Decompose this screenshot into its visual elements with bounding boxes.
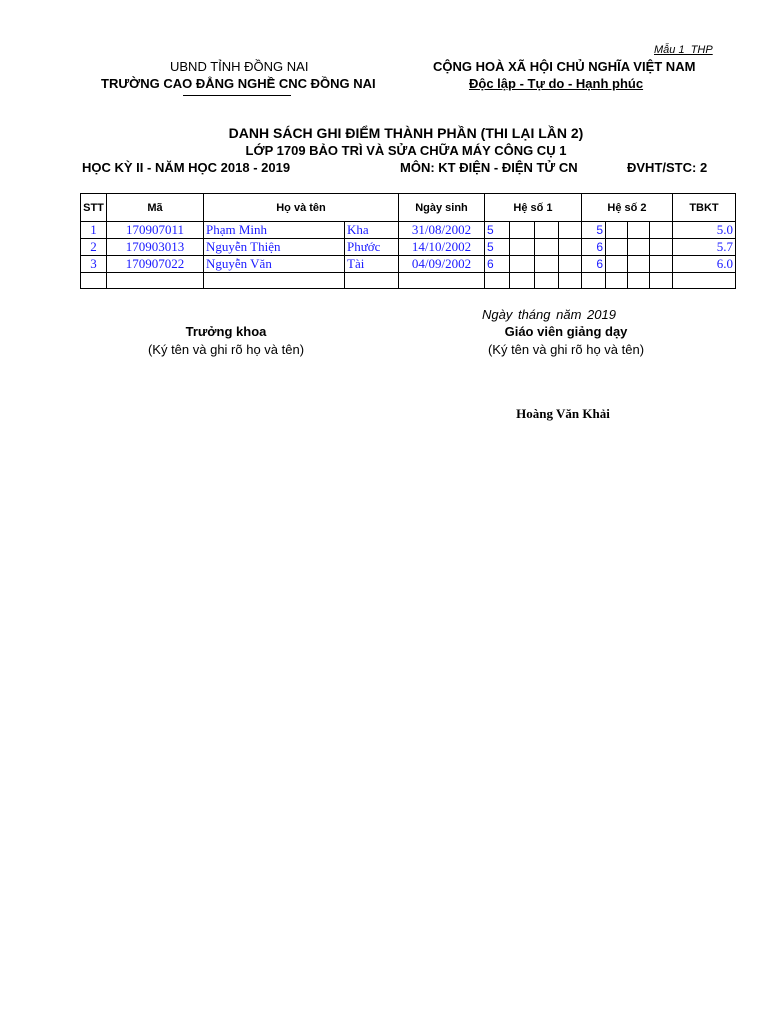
- cell-empty: [510, 222, 535, 239]
- cell-ten: Phước: [345, 239, 399, 256]
- cell-empty: [628, 239, 650, 256]
- table-row: [81, 222, 736, 239]
- cell-ho: Nguyễn Thiện: [204, 239, 345, 256]
- cell-empty: [650, 222, 673, 239]
- teacher-name: Hoàng Văn Khải: [516, 406, 610, 421]
- table-header-row: [81, 194, 736, 222]
- cell-tbkt: 5.0: [673, 222, 736, 239]
- cell-empty: [559, 222, 582, 239]
- header-ho-ten: Họ và tên: [204, 194, 399, 222]
- table-row: [81, 256, 736, 273]
- cell-empty: [81, 273, 107, 289]
- header-tbkt: TBKT: [673, 194, 736, 222]
- cell-hs2: 6: [582, 239, 606, 256]
- cell-stt: 1: [81, 222, 107, 239]
- cell-ten: Tài: [345, 256, 399, 273]
- issuer-school: TRƯỜNG CAO ĐẲNG NGHỀ CNC ĐỒNG NAI: [101, 76, 376, 91]
- header-ngay-sinh: Ngày sinh: [399, 194, 485, 222]
- cell-empty: [606, 256, 628, 273]
- cell-tbkt: 6.0: [673, 256, 736, 273]
- cell-empty: [485, 273, 510, 289]
- cell-empty: [510, 256, 535, 273]
- cell-stt: 2: [81, 239, 107, 256]
- cell-empty: [510, 273, 535, 289]
- cell-empty: [559, 273, 582, 289]
- cell-empty: [399, 273, 485, 289]
- cell-ngay-sinh: 04/09/2002: [399, 256, 485, 273]
- cell-empty: [510, 239, 535, 256]
- cell-ma: 170903013: [107, 239, 204, 256]
- cell-empty: [345, 273, 399, 289]
- cell-empty: [535, 222, 559, 239]
- cell-empty: [204, 273, 345, 289]
- cell-hs1: 5: [485, 222, 510, 239]
- form-number: Mẫu 1_THP: [654, 44, 713, 56]
- cell-empty: [673, 273, 736, 289]
- national-motto: Độc lập - Tự do - Hạnh phúc: [469, 76, 644, 91]
- table-row: [81, 239, 736, 256]
- teacher-title: Giáo viên giảng dạy: [504, 324, 628, 339]
- cell-tbkt: 5.7: [673, 239, 736, 256]
- cell-empty: [535, 239, 559, 256]
- header-he-so-1: Hệ số 1: [485, 194, 582, 222]
- cell-empty: [107, 273, 204, 289]
- cell-empty: [628, 273, 650, 289]
- cell-empty: [535, 273, 559, 289]
- credit-count: ĐVHT/STC: 2: [627, 160, 708, 175]
- cell-hs1: 6: [485, 256, 510, 273]
- issuer-authority: UBND TỈNH ĐỒNG NAI: [170, 59, 309, 74]
- class-subtitle: LỚP 1709 BẢO TRÌ VÀ SỬA CHỮA MÁY CÔNG CỤ 1: [245, 143, 567, 158]
- grades-table: [80, 193, 736, 289]
- cell-ten: Kha: [345, 222, 399, 239]
- cell-empty: [650, 239, 673, 256]
- cell-empty: [559, 256, 582, 273]
- cell-empty: [628, 256, 650, 273]
- cell-empty: [582, 273, 606, 289]
- issuer-underline: [183, 95, 291, 96]
- cell-empty: [606, 222, 628, 239]
- document-title: DANH SÁCH GHI ĐIỂM THÀNH PHẦN (THI LẠI LẦN 2): [228, 125, 584, 141]
- cell-ngay-sinh: 14/10/2002: [399, 239, 485, 256]
- signature-date: Ngày tháng năm 2019: [482, 307, 616, 322]
- cell-hs1: 5: [485, 239, 510, 256]
- cell-empty: [606, 273, 628, 289]
- dean-title: Trưởng khoa: [185, 324, 267, 339]
- cell-hs2: 5: [582, 222, 606, 239]
- cell-ngay-sinh: 31/08/2002: [399, 222, 485, 239]
- header-he-so-2: Hệ số 2: [582, 194, 673, 222]
- header-ma: Mã: [107, 194, 204, 222]
- cell-ma: 170907022: [107, 256, 204, 273]
- cell-ho: Nguyễn Văn: [204, 256, 345, 273]
- subject-name: MÔN: KT ĐIỆN - ĐIỆN TỬ CN: [400, 160, 578, 175]
- cell-ho: Phạm Minh: [204, 222, 345, 239]
- cell-stt: 3: [81, 256, 107, 273]
- table-row-empty: [81, 273, 736, 289]
- cell-empty: [650, 256, 673, 273]
- cell-empty: [628, 222, 650, 239]
- school-term: HỌC KỲ II - NĂM HỌC 2018 - 2019: [82, 160, 291, 175]
- teacher-sign-note: (Ký tên và ghi rõ họ và tên): [487, 342, 645, 357]
- cell-empty: [559, 239, 582, 256]
- dean-sign-note: (Ký tên và ghi rõ họ và tên): [147, 342, 305, 357]
- cell-ma: 170907011: [107, 222, 204, 239]
- cell-empty: [535, 256, 559, 273]
- cell-empty: [650, 273, 673, 289]
- header-stt: STT: [81, 194, 107, 222]
- cell-hs2: 6: [582, 256, 606, 273]
- national-title: CỘNG HOÀ XÃ HỘI CHỦ NGHĨA VIỆT NAM: [433, 59, 696, 74]
- cell-empty: [606, 239, 628, 256]
